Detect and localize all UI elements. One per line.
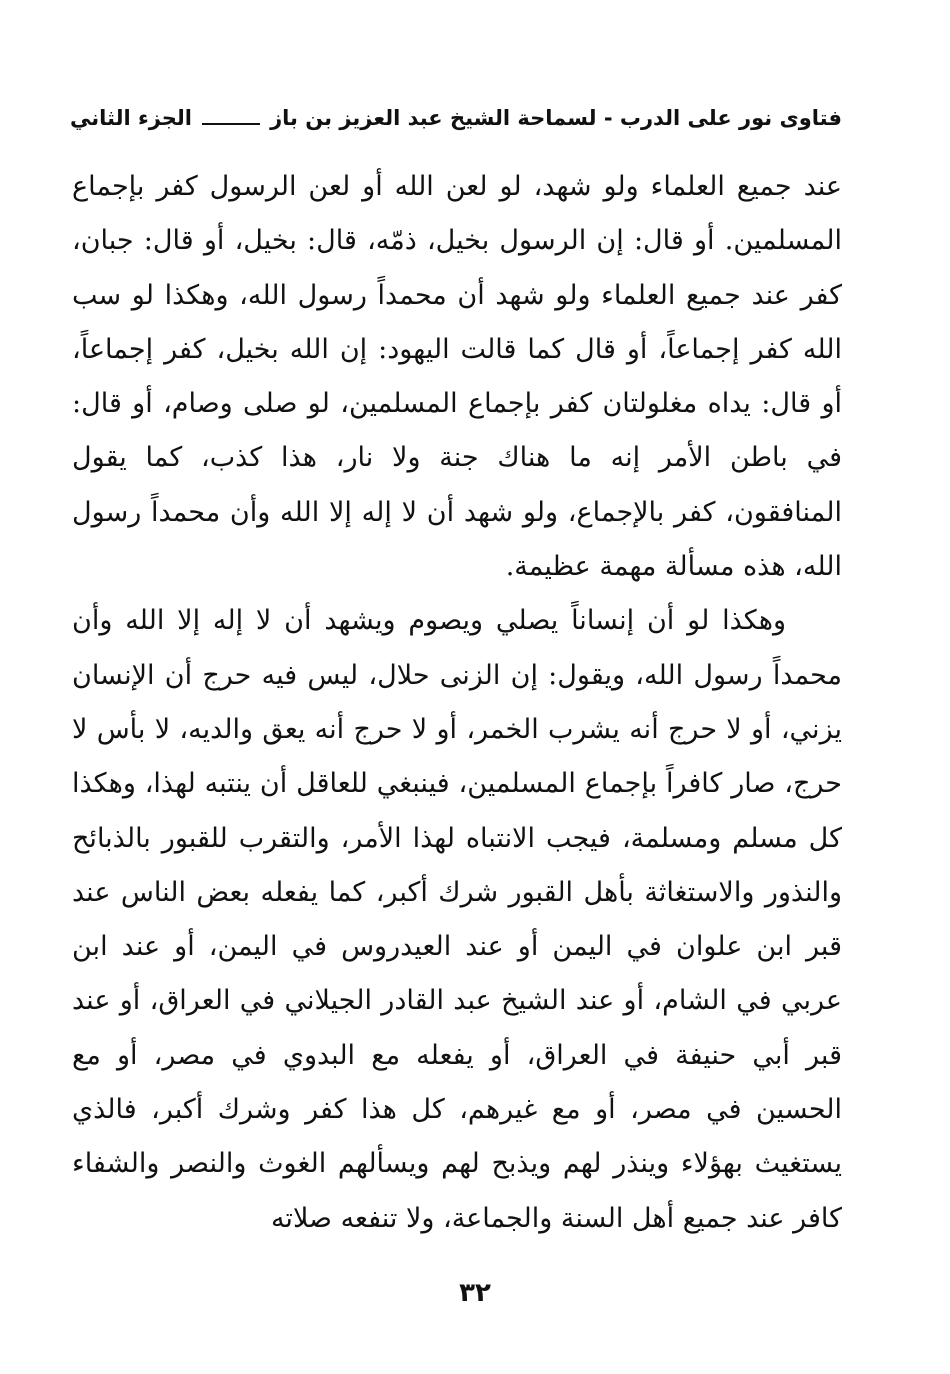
running-header — [70, 98, 842, 138]
body-text — [72, 160, 842, 1246]
header-rule — [202, 123, 260, 125]
book-title: فتاوى نور على الدرب - لسماحة الشيخ عبد العزيز بن باز — [270, 106, 842, 130]
paragraph: عند جميع العلماء ولو شهد، لو لعن الله أو لعن الرسول كفر بإجماع المسلمين. أو قال: إن الرسول بخيل، ذمّه، قال: بخيل، أو قال: جبان، كفر عند جميع العلماء ولو شهد أن محمداً رسول الله، وهكذا لو سب الله كفر إجماعاً، أو قال كما قالت اليهود: إن الله بخيل، كفر إجماعاً، أو قال: يداه مغلولتان كفر بإجماع المسلمين، لو صلى وصام، أو قال: في باطن الأمر إنه ما هناك جنة ولا نار، هذا كذب، كما يقول المنافقون، كفر بالإجماع، ولو شهد أن لا إله إلا الله وأن محمداً رسول الله، هذه مسألة مهمة عظيمة. — [72, 171, 842, 583]
paragraph: وهكذا لو أن إنساناً يصلي ويصوم ويشهد أن لا إله إلا الله وأن محمداً رسول الله، ويقول: إن الزنى حلال، ليس فيه حرج أن الإنسان يزني، أو لا حرج أنه يشرب الخمر، أو لا حرج أنه يعق والديه، لا بأس لا حرج، صار كافراً بإجماع المسلمين، فينبغي للعاقل أن ينتبه لهذا، وهكذا كل مسلم ومسلمة، فيجب الانتباه لهذا الأمر، والتقرب للقبور بالذبائح والنذور والاستغاثة بأهل القبور شرك أكبر، كما يفعله بعض الناس عند قبر ابن علوان في اليمن أو عند العيدروس في اليمن، أو عند ابن عربي في الشام، أو عند الشيخ عبد القادر الجيلاني في العراق، أو عند قبر أبي حنيفة في العراق، أو يفعله مع البدوي في مصر، أو مع الحسين في مصر، أو مع غيرهم، كل هذا كفر وشرك أكبر، فالذي يستغيث بهؤلاء وينذر لهم ويذبح لهم ويسألهم الغوث والنصر والشفاء كافر عند جميع أهل السنة والجماعة، ولا تنفعه صلاته — [72, 605, 842, 1234]
page-number: ٣٢ — [459, 1278, 491, 1308]
part-label: الجزء الثاني — [70, 106, 193, 130]
